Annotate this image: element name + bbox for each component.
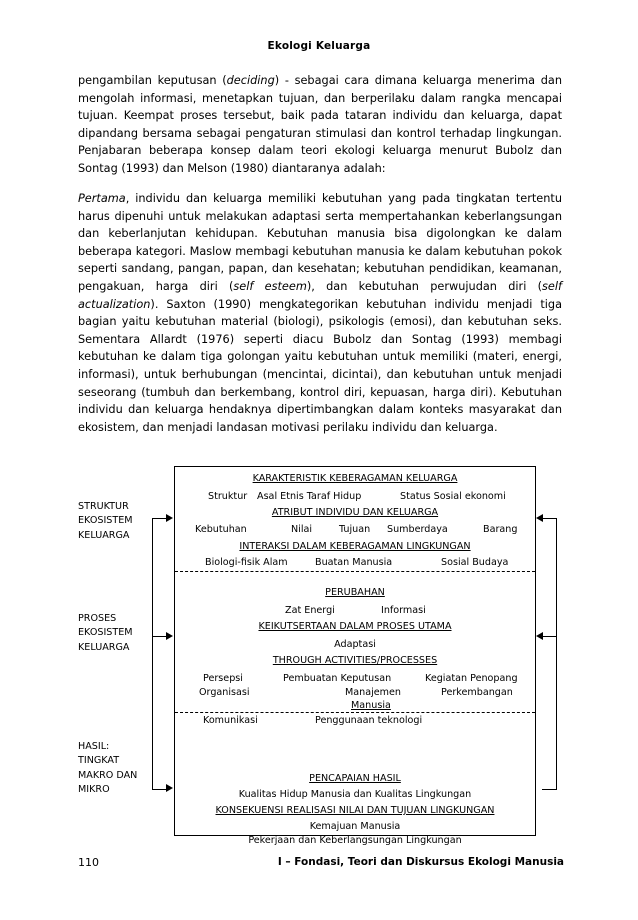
label-line: PROSES	[78, 613, 117, 624]
s1-title: KARAKTERISTIK KEBERAGAMAN KELUARGA	[252, 473, 458, 484]
right-bracket	[542, 518, 557, 790]
s2-row4-item: Organisasi	[199, 687, 250, 698]
para1-text-b: ) - sebagai cara dimana keluarga menerima dan mengolah informasi, menetapkan tujuan, dan berperilaku dalam rangka mencapai tujuan. Keempat proses tersebut, baik pada tataran individu dan keluarga, dapat dipandang bersama sebagai pengaturan stimulasi dan kontrol terhadap lingkungan. Penjabaran beberapa konsep dalam teori ekologi keluarga menurut Bubolz dan Sontag (1993) dan Melson (1980) diantaranya adalah:	[78, 74, 562, 175]
s3-row2: Kemajuan Manusia	[309, 821, 401, 832]
para2-italic-2: self esteem	[233, 279, 307, 293]
label-line: MAKRO DAN	[78, 769, 138, 781]
s1-row2-item: Kebutuhan	[195, 524, 247, 535]
para2-text-2: ), dan kebutuhan perwujudan diri (	[306, 279, 543, 293]
para2-italic-3: self actualization	[78, 279, 562, 311]
left-bracket	[152, 518, 167, 790]
label-line: MIKRO	[78, 784, 110, 796]
para2-text-3: ). Saxton (1990) mengkategorikan kebutuhan individu menjadi tiga bagian yaitu kebutuhan material (biologi), psikologis (emosi), dan kebutuhan seks. Sementara Allardt (1976) seperti diacu Bubolz dan Sontag (1993) membagi kebutuhan ke dalam tiga golongan yaitu kebutuhan untuk memiliki (materi, energi, informasi), untuk berhubungan (mencintai, dicintai), dan kebutuhan untuk menjadi seseorang (tumbuh dan berkembang, kontrol diri, kepuasan, harga diri). Kebutuhan individu dan keluarga hendaknya dipertimbangkan dalam konteks masyarakat dan ekosistem, dan menjadi landasan motivasi perilaku individu dan keluarga.	[78, 297, 562, 434]
right-bracket-mid	[542, 636, 556, 637]
running-header: Ekologi Keluarga	[267, 40, 371, 52]
running-footer: I – Fondasi, Teori dan Diskursus Ekologi Manusia	[277, 856, 564, 868]
label-hasil	[78, 740, 137, 798]
s1-row2-item: Barang	[483, 524, 518, 535]
paragraph-2	[78, 190, 562, 436]
s1-row3-item: Sosial Budaya	[441, 557, 509, 568]
s1-row2-item: Nilai	[291, 524, 313, 535]
s2-title3: THROUGH ACTIVITIES/PROCESSES	[272, 655, 438, 666]
label-proses	[78, 612, 133, 655]
s2-row3-item: Kegiatan Penopang	[425, 673, 518, 684]
s2-title: PERUBAHAN	[325, 587, 385, 598]
s1-title2: ATRIBUT INDIVIDU DAN KELUARGA	[271, 507, 439, 518]
arrow-left-icon	[536, 632, 543, 640]
s2-row1-item: Informasi	[381, 605, 426, 616]
label-line: EKOSISTEM	[78, 627, 133, 639]
arrow-right-icon	[166, 784, 173, 792]
section-divider	[175, 571, 535, 572]
section-divider	[175, 712, 535, 713]
para1-italic: deciding	[226, 74, 275, 87]
para2-text-1: , individu dan keluarga memiliki kebutuhan yang pada tingkatan tertentu harus dipenuhi untuk melakukan adaptasi serta mempertahankan keberlangsungan dan keberlanjutan kehidupan. Kebutuhan manusia bisa digolongkan ke dalam beberapa kategori. Maslow membagi kebutuhan manusia ke dalam kebutuhan pokok seperti sandang, pangan, papan, dan kesehatan; kebutuhan pendidikan, keamanan, pengakuan, harga diri (	[78, 192, 562, 293]
s1-row1-c: Status Sosial ekonomi	[400, 491, 506, 502]
s2-row3-item: Persepsi	[203, 673, 243, 684]
label-line: HASIL:	[78, 741, 110, 752]
paragraph-1	[78, 72, 562, 178]
s2-row3-item: Pembuatan Keputusan	[283, 673, 392, 684]
arrow-right-icon	[166, 632, 173, 640]
s2-row4-sub: Manusia	[351, 700, 391, 711]
s1-row1-b: Asal Etnis Taraf Hidup	[257, 491, 362, 502]
s1-row2-item: Sumberdaya	[387, 524, 448, 535]
s2-row4-item: Perkembangan	[441, 687, 513, 698]
s3-row1: Kualitas Hidup Manusia dan Kualitas Lingkungan	[238, 789, 472, 800]
s3-row3: Pekerjaan dan Keberlangsungan Lingkungan	[248, 835, 462, 846]
arrow-right-icon	[166, 514, 173, 522]
para1-text-a: pengambilan keputusan (	[78, 74, 227, 87]
s2-row5-item: Komunikasi	[203, 715, 258, 726]
label-struktur	[78, 500, 133, 543]
s3-title: PENCAPAIAN HASIL	[309, 773, 401, 784]
arrow-left-icon	[536, 514, 543, 522]
label-line: KELUARGA	[78, 529, 130, 541]
para2-italic-1: Pertama	[78, 192, 126, 205]
s2-row5-item: Penggunaan teknologi	[315, 715, 423, 726]
label-line: TINGKAT	[78, 755, 120, 767]
label-line: STRUKTUR	[78, 501, 129, 512]
label-line: KELUARGA	[78, 641, 130, 653]
s3-title2: KONSEKUENSI REALISASI NILAI DAN TUJUAN LINGKUNGAN	[215, 805, 495, 816]
s1-title3: INTERAKSI DALAM KEBERAGAMAN LINGKUNGAN	[239, 541, 471, 552]
s2-title2: KEIKUTSERTAAN DALAM PROSES UTAMA	[258, 621, 452, 632]
s2-row2: Adaptasi	[334, 639, 376, 650]
ecosystem-diagram	[174, 466, 536, 846]
s1-row1-a: Struktur	[208, 491, 248, 502]
s1-row3-item: Buatan Manusia	[315, 557, 393, 568]
s1-row2-item: Tujuan	[339, 524, 371, 535]
s2-row1-item: Zat Energi	[285, 605, 335, 616]
page-number: 110	[78, 856, 99, 869]
left-bracket-mid	[152, 636, 166, 637]
s2-row4-item: Manajemen	[345, 687, 402, 698]
label-line: EKOSISTEM	[78, 515, 133, 527]
s1-row3-item: Biologi-fisik Alam	[205, 557, 288, 568]
